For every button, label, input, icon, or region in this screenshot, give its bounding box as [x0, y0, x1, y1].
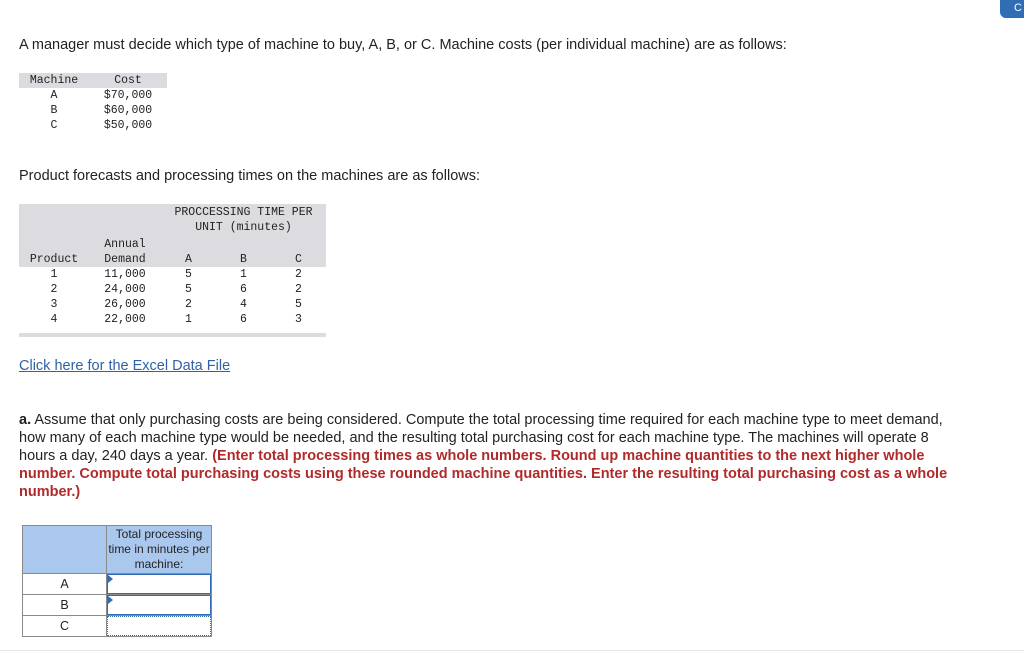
table-row [23, 595, 212, 616]
machine-cell: B [50, 104, 58, 117]
col-a-header: A [185, 253, 192, 266]
input-marker-icon [108, 596, 113, 604]
col-product-header: Product [29, 253, 79, 266]
demand-cell: 22,000 [104, 313, 146, 326]
time-c-cell: 3 [295, 313, 302, 326]
machine-cell: A [50, 89, 58, 102]
table-row [19, 88, 167, 103]
question-body: Assume that only purchasing costs are being considered. Compute the total processing time required for each machine type to meet demand, how many of each machine type would be needed, and the resulting total purchasing cost for each machine type. The machines will operate 8 hours a day, 240 days a year. [19, 412, 943, 464]
time-c-cell: 2 [295, 283, 302, 296]
table-row [23, 574, 212, 595]
time-b-cell: 1 [240, 268, 247, 281]
table-bottom-rule [19, 333, 326, 337]
bottom-divider [0, 650, 1024, 651]
machine-cost-table [19, 73, 167, 133]
col-b-header: B [240, 253, 247, 266]
question-text [19, 411, 959, 501]
table-row [19, 312, 326, 327]
time-a-cell: 1 [185, 313, 192, 326]
time-a-cell: 5 [185, 283, 192, 296]
table-row [19, 282, 326, 297]
time-b-cell: 6 [240, 313, 247, 326]
processing-time-header-line2: UNIT (minutes) [195, 221, 292, 234]
product-cell: 1 [50, 268, 58, 281]
answer-corner-cell [23, 526, 107, 574]
table-row [19, 103, 167, 118]
processing-time-header-line1: PROCCESSING TIME PER [174, 206, 313, 219]
question-label: a. [19, 412, 32, 428]
product-cell: 4 [50, 313, 58, 326]
processing-time-input-b[interactable] [107, 595, 211, 615]
product-cell: 2 [50, 283, 58, 296]
table-row [19, 118, 167, 133]
table-row [19, 267, 326, 282]
answer-row-label: B [23, 595, 107, 616]
time-a-cell: 5 [185, 268, 192, 281]
cost-cell: $70,000 [103, 89, 153, 102]
total-processing-time-header: Total processing time in minutes per machine: [107, 526, 212, 574]
processing-time-header [161, 204, 326, 237]
table-row [19, 297, 326, 312]
cost-cell: $50,000 [103, 119, 153, 132]
col-cost-header: Cost [89, 73, 167, 88]
intro-text: A manager must decide which type of machine to buy, A, B, or C. Machine costs (per individual machine) are as follows: [19, 37, 787, 53]
annual-label: Annual [104, 238, 146, 251]
forecast-text: Product forecasts and processing times on the machines are as follows: [19, 168, 481, 184]
time-b-cell: 4 [240, 298, 247, 311]
demand-cell: 11,000 [104, 268, 146, 281]
col-c-header: C [295, 253, 302, 266]
table-row [23, 616, 212, 637]
time-b-cell: 6 [240, 283, 247, 296]
answer-table [22, 525, 212, 637]
processing-time-input-a[interactable] [107, 574, 211, 594]
input-marker-icon [108, 575, 113, 583]
demand-cell: 26,000 [104, 298, 146, 311]
answer-row-label: A [23, 574, 107, 595]
excel-data-file-link[interactable]: Click here for the Excel Data File [19, 358, 231, 374]
machine-cell: C [50, 119, 58, 132]
question-note: (Enter total processing times as whole numbers. Round up machine quantities to the next higher whole number. Compute total purchasing costs using these rounded machine quantities. Enter the resulting total purchasing cost as a whole number.) [19, 448, 948, 500]
time-c-cell: 2 [295, 268, 302, 281]
product-cell: 3 [50, 298, 58, 311]
answer-row-label: C [23, 616, 107, 637]
time-a-cell: 2 [185, 298, 192, 311]
corner-tab[interactable]: C [1000, 0, 1024, 18]
time-c-cell: 5 [295, 298, 302, 311]
cost-cell: $60,000 [103, 104, 153, 117]
product-forecast-table [19, 204, 326, 337]
demand-cell: 24,000 [104, 283, 146, 296]
processing-time-input-c[interactable] [107, 616, 211, 636]
col-demand-header: Demand [104, 253, 146, 266]
col-machine-header: Machine [19, 73, 89, 88]
